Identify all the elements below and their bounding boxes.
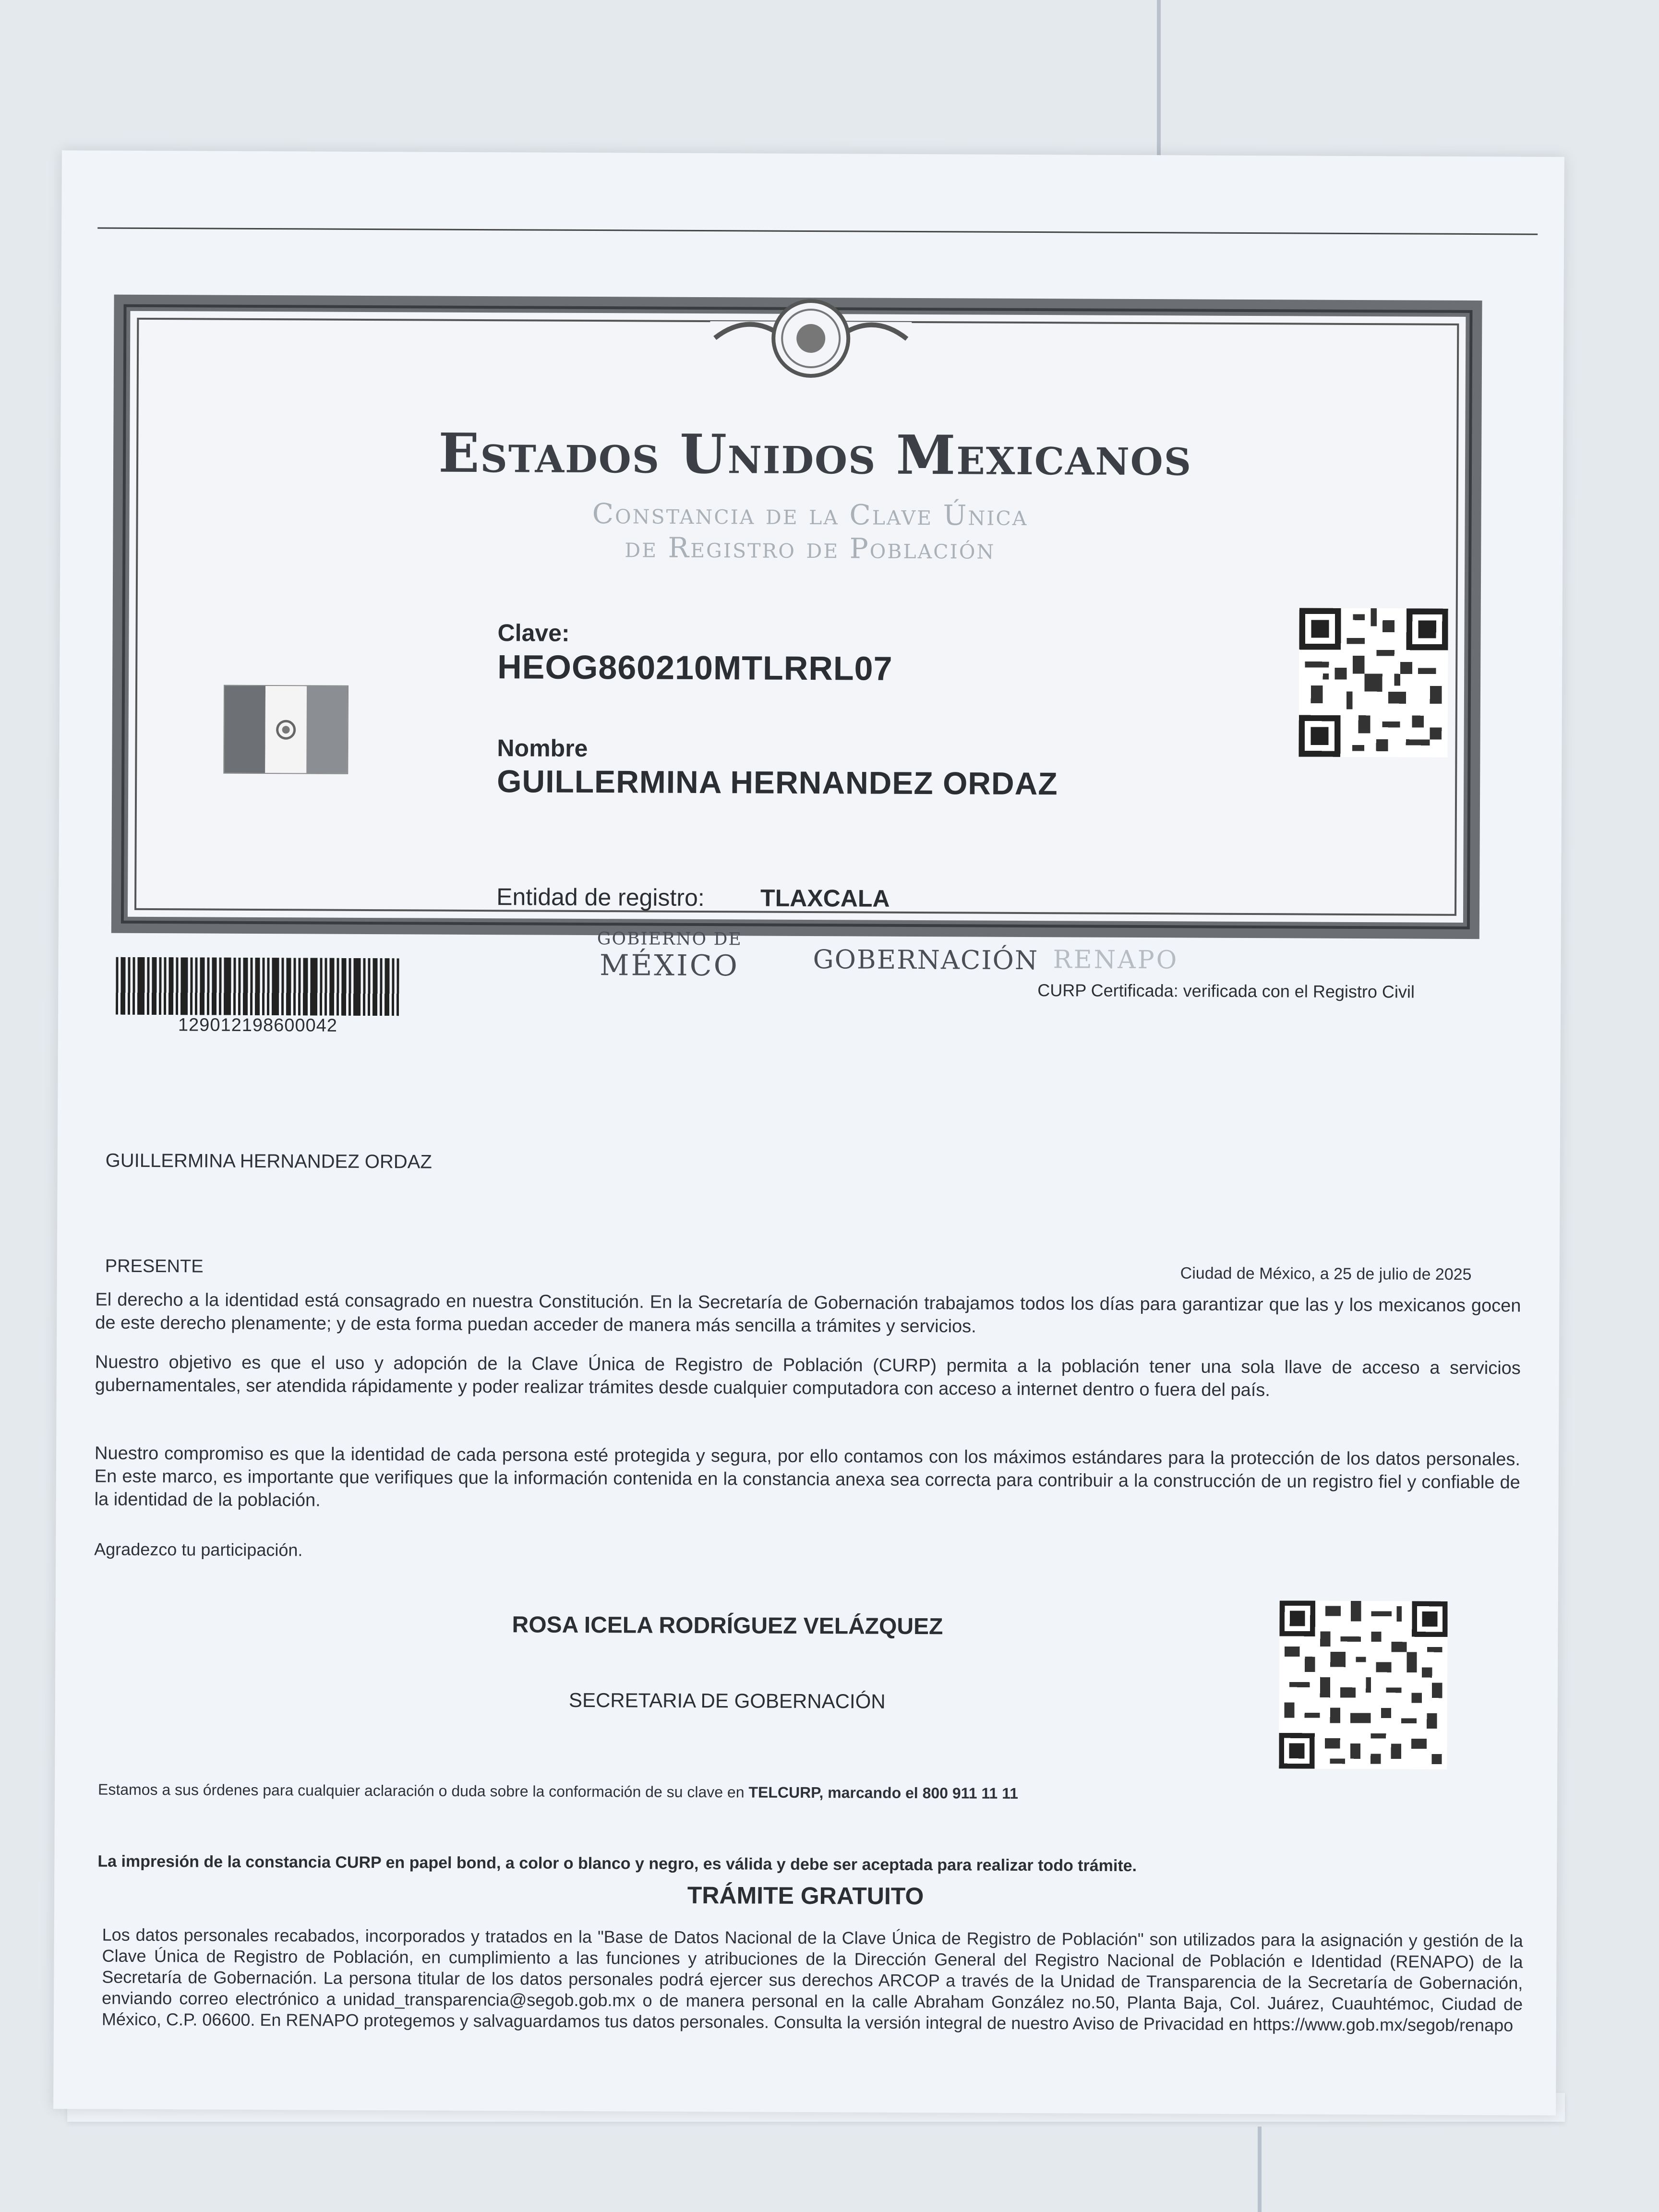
mexican-flag-icon (223, 685, 349, 774)
gobierno-de-mexico-logo: GOBIERNO DE MÉXICO (597, 929, 742, 983)
curp-certificada-note: CURP Certificada: verificada con el Registro Civil (1037, 980, 1415, 1002)
certificate-frame (111, 295, 1482, 983)
place-date: Ciudad de México, a 25 de julio de 2025 (1180, 1264, 1472, 1284)
qr-code-icon (1298, 608, 1448, 757)
signer-title: SECRETARIA DE GOBERNACIÓN (568, 1688, 886, 1713)
paragraph-2: Nuestro objetivo es que el uso y adopción de la Clave Única de Registro de Población (CURP) permita a la población tener una sola llave de acceso a servicios gubernamentales, ser atendida rápidamente y poder realizar trámites desde cualquier computadora con acceso a internet dentro o fuera del país. (95, 1352, 1521, 1401)
table-seam (1157, 0, 1161, 158)
recipient-name: GUILLERMINA HERNANDEZ ORDAZ (105, 1150, 432, 1173)
telcurp-number: TELCURP, marcando el 800 911 11 11 (748, 1783, 1019, 1802)
print-validity-note: La impresión de la constancia CURP en papel bond, a color o blanco y negro, es válida y debe ser aceptada para realizar todo trámite. (97, 1852, 1137, 1875)
certificate-subtitle: Constancia de la Clave Única de Registro de Población (592, 497, 1028, 565)
renapo-logo: RENAPO (1053, 945, 1179, 975)
barcode-number: 129012198600042 (178, 1015, 338, 1036)
curp-document (53, 150, 1564, 2116)
entidad-value: TLAXCALA (760, 884, 890, 912)
barcode-icon (116, 957, 399, 1016)
tramite-gratuito: TRÁMITE GRATUITO (687, 1881, 924, 1910)
eagle-seal-icon (710, 292, 912, 385)
paragraph-3: Nuestro compromiso es que la identidad de cada persona esté protegida y segura, por ello contamos con los máximos estándares para la protección de los datos personales. En este marco, es importante que verifiques que la información contenida en la constancia anexa sea correcta para contribuir a la construcción de un registro fiel y confiable de la identidad de la población. (94, 1443, 1521, 1511)
privacy-notice: Los datos personales recabados, incorporados y tratados en la "Base de Datos Nacional de la Clave Única de Registro de Población" son utilizados para la asignación y gestión de la Clave Única de Registro de Población, en cumplimiento a las funciones y atribuciones de la Dirección General del Registro Nacional de Población e Identidad (RENAPO) de la Secretaría de Gobernación. La persona titular de los datos personales podrá ejercer sus derechos ARCOP a través de la Unidad de Transparencia de la Secretaría de Gobernación, enviando correo electrónico a unidad_transparencia@segob.gob.mx o de manera personal en la calle Abraham González no.50, Planta Baja, Col. Juárez, Cuauhtémoc, Ciudad de México, C.P. 06600. En RENAPO protegemos y salvaguardamos tus datos personales. Consulta la versión integral de nuestro Aviso de Privacidad en https://www.gob.mx/segob/renapo (101, 1924, 1523, 2035)
clave-label: Clave: (497, 619, 570, 647)
signer-name: ROSA ICELA RODRÍGUEZ VELÁZQUEZ (512, 1612, 943, 1640)
entidad-label: Entidad de registro: (496, 883, 705, 912)
presente-label: PRESENTE (105, 1256, 204, 1277)
top-rule (97, 228, 1538, 235)
paragraph-1: El derecho a la identidad está consagrado en nuestra Constitución. En la Secretaría de Gobernación trabajamos todos los días para garantizar que las y los mexicanos gocen de este derecho plenamente; y de esta forma puedan acceder de manera más sencilla a trámites y servicios. (95, 1289, 1521, 1337)
qr-code-icon (1279, 1600, 1448, 1769)
contact-line: Estamos a sus órdenes para cualquier aclaración o duda sobre la conformación de su clave en TELCURP, marcando el 800 911 11 11 (97, 1780, 1019, 1802)
certificate-title: Estados Unidos Mexicanos (438, 421, 1192, 488)
gobernacion-logo: GOBERNACIÓN (813, 944, 1039, 976)
clave-value: HEOG860210MTLRRL07 (497, 648, 893, 687)
thanks-text: Agradezco tu participación. (94, 1539, 303, 1560)
nombre-value: GUILLERMINA HERNANDEZ ORDAZ (497, 763, 1058, 802)
table-seam (1258, 2127, 1262, 2212)
nombre-label: Nombre (497, 734, 588, 762)
